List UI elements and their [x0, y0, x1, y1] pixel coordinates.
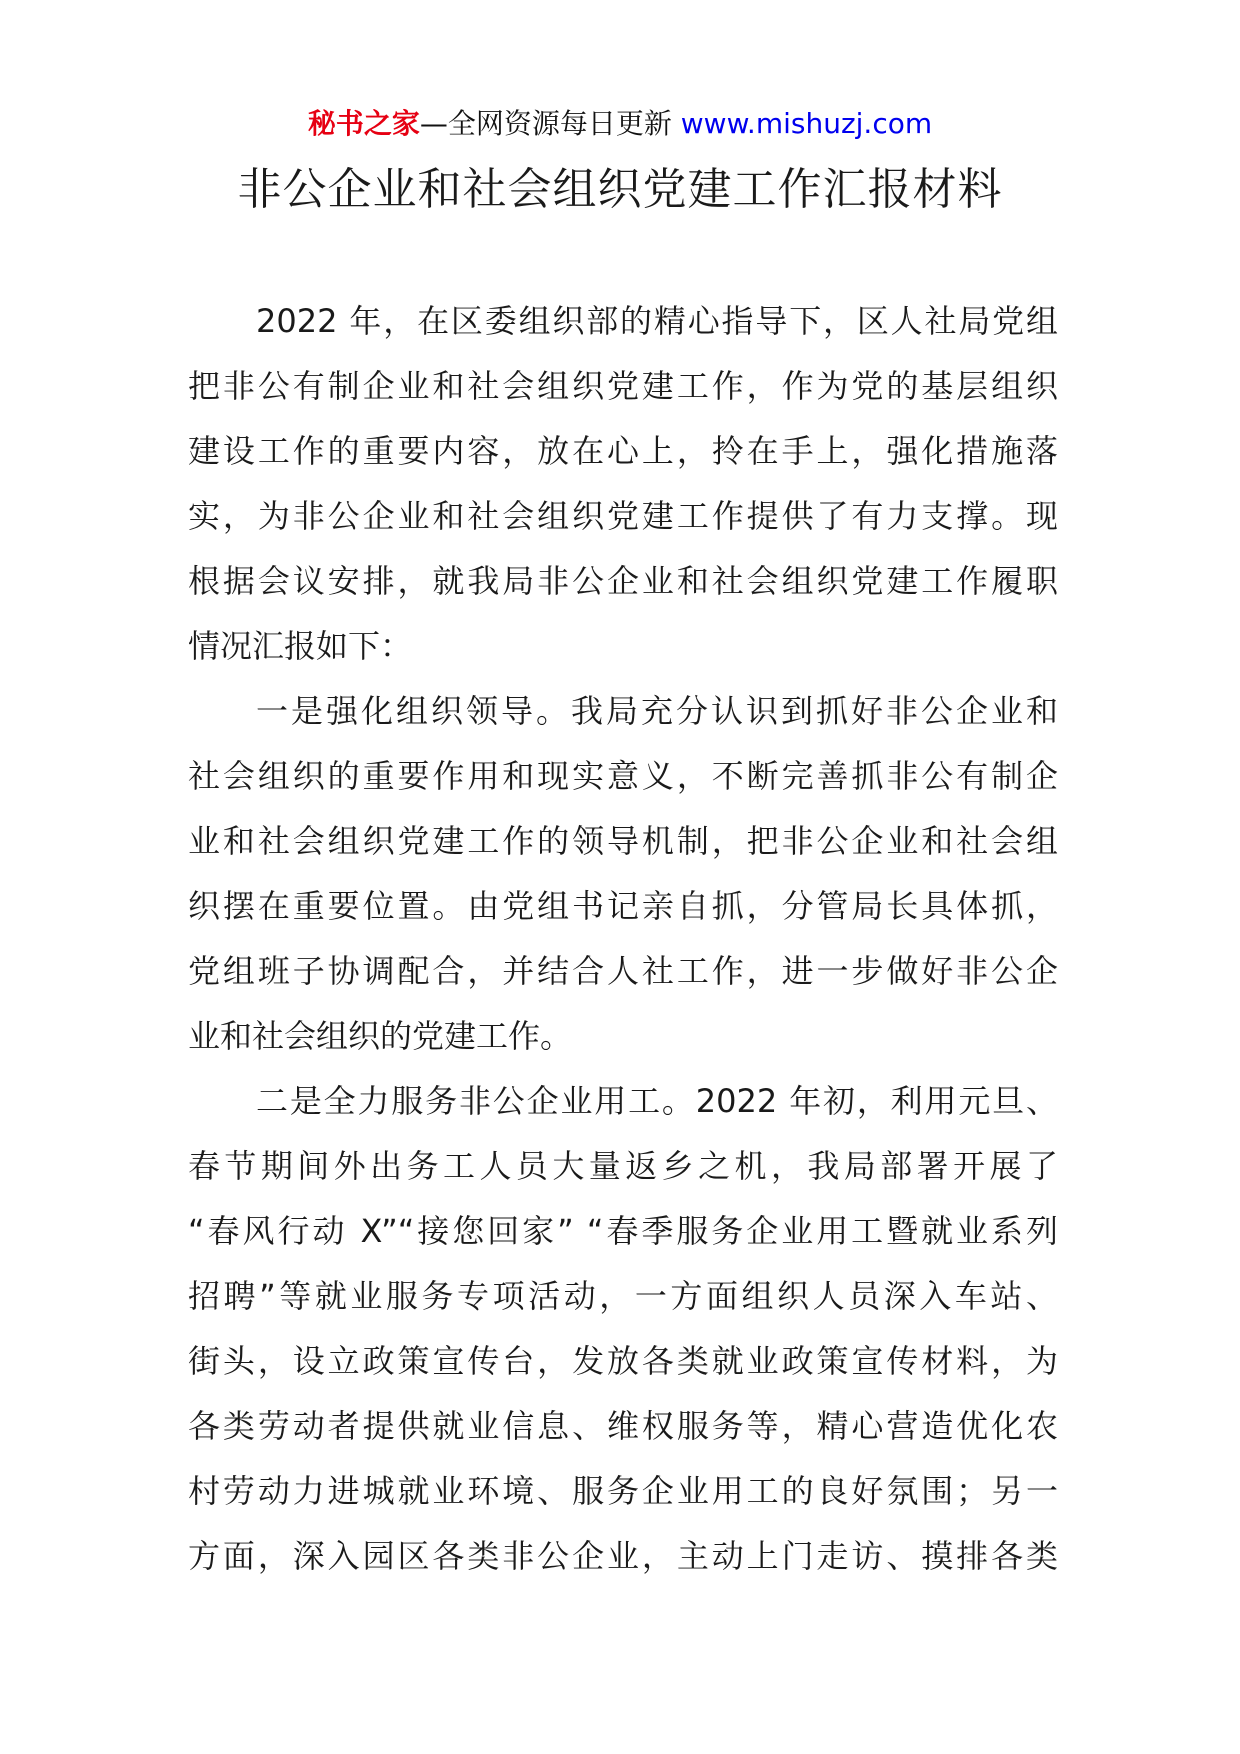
paragraph-intro	[188, 289, 1058, 679]
paragraph-leadership	[188, 679, 1058, 1069]
site-header	[0, 104, 1240, 144]
text-line: 一是强化组织领导。我局充分认识到抓好非公企业和	[256, 692, 1058, 730]
text-line: 根据会议安排，就我局非公企业和社会组织党建工作履职	[188, 562, 1058, 600]
text-line: 2022 年，在区委组织部的精心指导下，区人社局党组	[256, 302, 1058, 340]
text-line: 社会组织的重要作用和现实意义，不断完善抓非公有制企	[188, 757, 1058, 795]
text-line: 各类劳动者提供就业信息、维权服务等，精心营造优化农	[188, 1407, 1058, 1445]
text-line: 情况汇报如下：	[188, 627, 413, 665]
text-line: 实，为非公企业和社会组织党建工作提供了有力支撑。现	[188, 497, 1058, 535]
text-line: 村劳动力进城就业环境、服务企业用工的良好氛围；另一	[188, 1472, 1058, 1510]
paragraph-employment-service	[188, 1069, 1058, 1589]
text-line: “春风行动 X”“接您回家” “春季服务企业用工暨就业系列	[188, 1212, 1058, 1250]
text-line: 建设工作的重要内容，放在心上，拎在手上，强化措施落	[188, 432, 1058, 470]
text-line: 业和社会组织的党建工作。	[188, 1017, 573, 1055]
text-line: 党组班子协调配合，并结合人社工作，进一步做好非公企	[188, 952, 1058, 990]
text-line: 招聘”等就业服务专项活动，一方面组织人员深入车站、	[188, 1277, 1058, 1315]
text-line: 方面，深入园区各类非公企业，主动上门走访、摸排各类	[188, 1537, 1058, 1575]
text-line: 春节期间外出务工人员大量返乡之机，我局部署开展了	[188, 1147, 1058, 1185]
text-line: 二是全力服务非公企业用工。2022 年初，利用元旦、	[256, 1082, 1058, 1120]
document-title: 非公企业和社会组织党建工作汇报材料	[237, 164, 1003, 215]
site-url-link[interactable]: www.mishuzj.com	[680, 107, 933, 140]
document-body	[188, 289, 1058, 1589]
text-line: 街头，设立政策宣传台，发放各类就业政策宣传材料，为	[188, 1342, 1058, 1380]
brand-name: 秘书之家	[307, 107, 420, 140]
text-line: 织摆在重要位置。由党组书记亲自抓，分管局长具体抓，	[188, 887, 1058, 925]
text-line: 业和社会组织党建工作的领导机制，把非公企业和社会组	[188, 822, 1058, 860]
text-line: 把非公有制企业和社会组织党建工作，作为党的基层组织	[188, 367, 1058, 405]
header-slogan: —全网资源每日更新	[419, 107, 681, 140]
